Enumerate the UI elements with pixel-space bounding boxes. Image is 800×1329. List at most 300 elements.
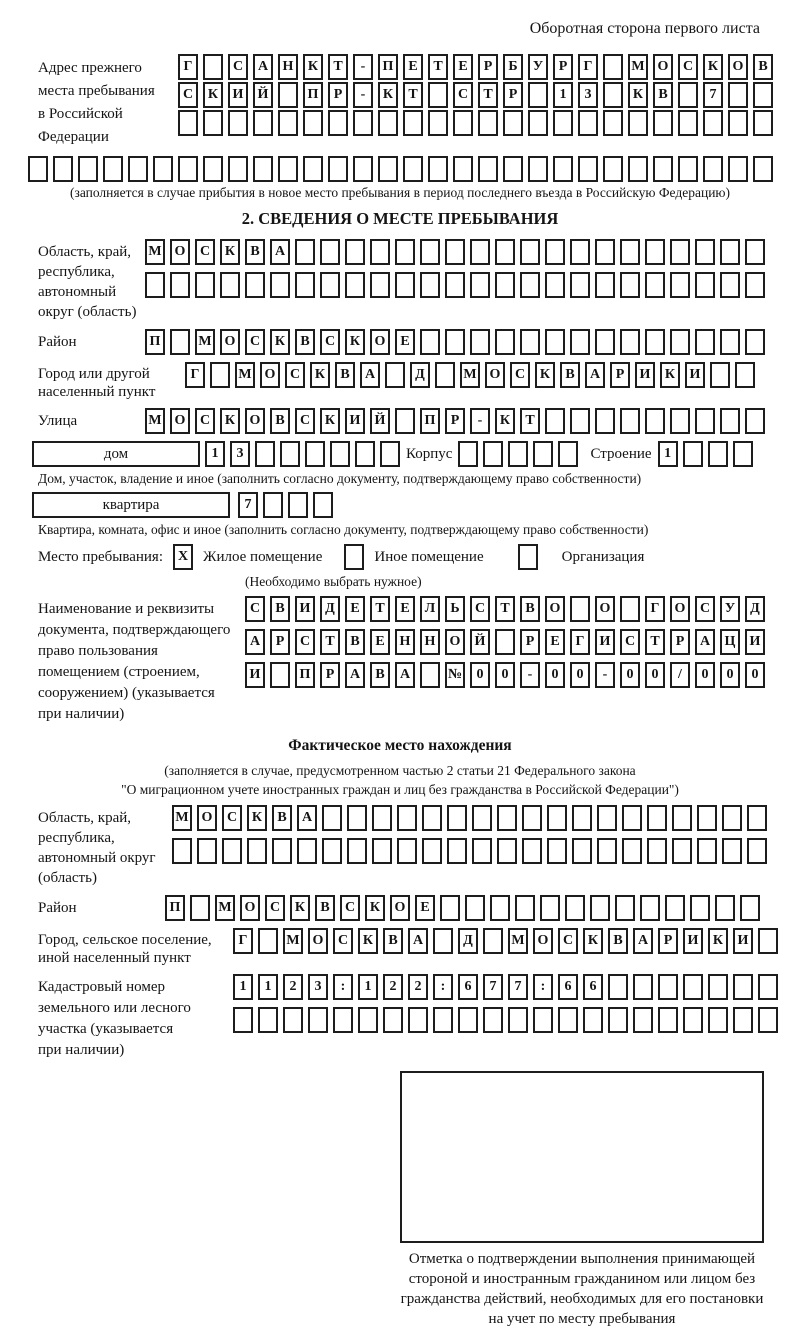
char-cell: Р — [328, 82, 348, 108]
char-cell: 1 — [658, 441, 678, 467]
char-cell — [733, 441, 753, 467]
char-cell — [228, 156, 248, 182]
char-cell — [722, 838, 742, 864]
char-cell: С — [228, 54, 248, 80]
char-cell: О — [545, 596, 565, 622]
char-cell — [547, 838, 567, 864]
char-cell: 0 — [645, 662, 665, 688]
char-cell — [622, 805, 642, 831]
char-cell — [645, 239, 665, 265]
char-cell — [440, 895, 460, 921]
text-line: иной населенный пункт — [38, 950, 191, 966]
char-row-actual-city — [233, 928, 778, 954]
text-line: Адрес прежнего — [38, 60, 142, 76]
char-cell: 3 — [578, 82, 598, 108]
char-cell: К — [358, 928, 378, 954]
char-cell — [295, 239, 315, 265]
char-cell: 0 — [620, 662, 640, 688]
char-cell — [178, 156, 198, 182]
char-cell — [272, 838, 292, 864]
char-cell — [253, 156, 273, 182]
char-cell: 7 — [483, 974, 503, 1000]
char-cell — [478, 156, 498, 182]
char-row-actual-region-1 — [172, 805, 767, 831]
char-cell — [508, 1007, 528, 1033]
house-note: Дом, участок, владение и иное (заполнить согласно документу, подтверждающему право собственности) — [38, 471, 642, 486]
char-cell: П — [145, 329, 165, 355]
char-cell — [508, 441, 528, 467]
char-cell: Р — [670, 629, 690, 655]
char-cell — [735, 362, 755, 388]
char-cell: О — [260, 362, 280, 388]
text-line: Федерации — [38, 129, 109, 145]
char-cell: 6 — [558, 974, 578, 1000]
text-line: Город, сельское поселение, — [38, 932, 212, 948]
char-cell — [453, 110, 473, 136]
char-cell — [28, 156, 48, 182]
char-cell — [295, 272, 315, 298]
char-cell — [597, 838, 617, 864]
char-cell: С — [470, 596, 490, 622]
char-cell — [595, 408, 615, 434]
char-cell — [172, 838, 192, 864]
char-cell: А — [695, 629, 715, 655]
char-cell: Е — [415, 895, 435, 921]
char-cell — [497, 838, 517, 864]
char-cell: В — [335, 362, 355, 388]
char-cell — [697, 805, 717, 831]
char-cell: С — [245, 329, 265, 355]
char-cell — [53, 156, 73, 182]
char-cell: М — [235, 362, 255, 388]
prev-address-rows — [178, 54, 773, 138]
char-cell — [153, 156, 173, 182]
char-cell — [347, 838, 367, 864]
text-line: Область, край, — [38, 810, 132, 826]
char-cell: В — [345, 629, 365, 655]
char-cell: Г — [185, 362, 205, 388]
char-cell: О — [653, 54, 673, 80]
s2-flat-row — [32, 492, 800, 518]
text-line: участка (указывается — [38, 1021, 174, 1037]
prev-address-label — [38, 54, 178, 149]
char-cell — [758, 928, 778, 954]
char-cell — [483, 928, 503, 954]
char-cell — [697, 838, 717, 864]
char-cell: 1 — [205, 441, 225, 467]
char-cell — [420, 329, 440, 355]
char-cell — [253, 110, 273, 136]
char-cell — [228, 110, 248, 136]
text-line: Кадастровый номер — [38, 979, 165, 995]
char-cell: В — [383, 928, 403, 954]
char-cell — [345, 239, 365, 265]
s2-region-block — [38, 239, 800, 322]
char-cell: Т — [403, 82, 423, 108]
char-cell — [628, 156, 648, 182]
char-cell — [328, 156, 348, 182]
char-cell: О — [595, 596, 615, 622]
char-cell: К — [320, 408, 340, 434]
char-cell — [670, 329, 690, 355]
char-cell — [547, 805, 567, 831]
char-cell: В — [270, 596, 290, 622]
char-cell: О — [485, 362, 505, 388]
char-cell — [303, 110, 323, 136]
char-cell: О — [308, 928, 328, 954]
char-cell: П — [378, 54, 398, 80]
checkbox-residential: X — [173, 544, 193, 570]
char-cell: К — [708, 928, 728, 954]
char-cell: В — [608, 928, 628, 954]
char-cell — [715, 895, 735, 921]
char-cell — [308, 1007, 328, 1033]
text-line: при наличии) — [38, 1042, 125, 1058]
char-cell — [322, 805, 342, 831]
char-cell: Д — [745, 596, 765, 622]
char-cell: М — [195, 329, 215, 355]
char-cell — [447, 838, 467, 864]
char-cell: 0 — [570, 662, 590, 688]
char-cell: М — [508, 928, 528, 954]
apartment-label-box: квартира — [32, 492, 230, 518]
char-cell — [345, 272, 365, 298]
char-cell — [403, 110, 423, 136]
char-cell: Д — [320, 596, 340, 622]
char-row-actual-region-2 — [172, 838, 767, 864]
cadastre-rows — [233, 974, 778, 1040]
char-cell — [645, 408, 665, 434]
actual-region-block — [38, 805, 800, 888]
char-cell: О — [170, 408, 190, 434]
char-cell — [553, 110, 573, 136]
char-cell — [103, 156, 123, 182]
text-line: (область) — [38, 870, 97, 886]
char-cell — [283, 1007, 303, 1033]
char-cell: Й — [470, 629, 490, 655]
char-cell — [645, 272, 665, 298]
char-cell — [670, 272, 690, 298]
text-line: Наименование и реквизиты — [38, 601, 215, 617]
text-line: населенный пункт — [38, 384, 156, 400]
char-cell: Е — [345, 596, 365, 622]
char-cell — [672, 838, 692, 864]
char-cell — [758, 1007, 778, 1033]
char-cell — [447, 805, 467, 831]
char-cell — [372, 805, 392, 831]
char-cell: И — [733, 928, 753, 954]
checkbox-organization — [518, 544, 538, 570]
char-cell — [495, 272, 515, 298]
s2-city-block — [38, 362, 800, 401]
char-cell — [753, 110, 773, 136]
char-cell — [428, 82, 448, 108]
korpus-label: Корпус — [406, 446, 453, 462]
char-cell: Р — [445, 408, 465, 434]
char-cell — [633, 974, 653, 1000]
char-cell — [695, 329, 715, 355]
char-cell — [503, 156, 523, 182]
char-cell — [458, 441, 478, 467]
char-cell — [495, 329, 515, 355]
char-cell — [678, 156, 698, 182]
char-cell — [615, 895, 635, 921]
char-cell: И — [295, 596, 315, 622]
char-cell: В — [753, 54, 773, 80]
text-line: Город или другой — [38, 366, 150, 382]
char-cell: 0 — [495, 662, 515, 688]
char-cell: К — [303, 54, 323, 80]
char-cell — [445, 272, 465, 298]
s2-doc-label — [38, 596, 245, 725]
char-cell — [753, 156, 773, 182]
char-cell: / — [670, 662, 690, 688]
char-cell: К — [203, 82, 223, 108]
text-line: в Российской — [38, 106, 123, 122]
char-cell — [255, 441, 275, 467]
char-cell — [528, 82, 548, 108]
char-cell — [645, 329, 665, 355]
char-cell: К — [660, 362, 680, 388]
char-cell — [395, 239, 415, 265]
char-cell: Й — [370, 408, 390, 434]
char-cell — [203, 156, 223, 182]
char-cell: С — [678, 54, 698, 80]
char-cell: - — [353, 82, 373, 108]
char-cell — [483, 1007, 503, 1033]
char-cell — [740, 895, 760, 921]
char-cell: 3 — [230, 441, 250, 467]
actual-location-note — [0, 761, 800, 799]
checkbox-other-premises — [344, 544, 364, 570]
char-cell — [745, 239, 765, 265]
char-cell — [520, 272, 540, 298]
char-cell: - — [353, 54, 373, 80]
char-cell — [78, 156, 98, 182]
char-cell: И — [685, 362, 705, 388]
char-cell: Т — [428, 54, 448, 80]
prev-address-note: (заполняется в случае прибытия в новое место пребывания в период последнего въезда в Российскую Федерацию) — [69, 185, 731, 200]
char-cell: О — [220, 329, 240, 355]
char-cell: С — [295, 408, 315, 434]
char-cell — [733, 1007, 753, 1033]
char-cell: - — [470, 408, 490, 434]
char-cell: А — [633, 928, 653, 954]
char-cell: А — [395, 662, 415, 688]
char-cell: М — [628, 54, 648, 80]
char-cell: Л — [420, 596, 440, 622]
char-cell — [722, 805, 742, 831]
char-cell — [528, 110, 548, 136]
text-line: (заполняется в случае, предусмотренном частью 2 статьи 21 Федерального закона — [164, 763, 636, 778]
char-cell — [515, 895, 535, 921]
char-row-doc-3 — [245, 662, 765, 688]
text-line: помещением (строением, — [38, 664, 200, 680]
text-line: округ (область) — [38, 304, 137, 320]
char-cell — [570, 408, 590, 434]
char-cell — [683, 441, 703, 467]
char-cell: С — [340, 895, 360, 921]
char-cell: В — [270, 408, 290, 434]
char-cell — [270, 272, 290, 298]
s2-city-label — [38, 362, 185, 401]
char-cell — [758, 974, 778, 1000]
char-row-flat — [238, 492, 333, 518]
char-cell — [303, 156, 323, 182]
char-cell — [565, 895, 585, 921]
char-cell: 6 — [458, 974, 478, 1000]
char-cell: О — [533, 928, 553, 954]
char-cell: И — [228, 82, 248, 108]
text-line: гражданства действий, необходимых для его постановки — [400, 1291, 764, 1307]
char-cell: Ц — [720, 629, 740, 655]
char-cell: Р — [503, 82, 523, 108]
char-cell — [280, 441, 300, 467]
char-cell: С — [695, 596, 715, 622]
char-cell — [170, 329, 190, 355]
char-cell — [190, 895, 210, 921]
stay-option-organization-label: Организация — [561, 548, 645, 565]
char-cell — [333, 1007, 353, 1033]
section2-title: 2. СВЕДЕНИЯ О МЕСТЕ ПРЕБЫВАНИЯ — [241, 209, 559, 228]
char-row-cadastre-2 — [233, 1007, 778, 1033]
char-cell — [378, 156, 398, 182]
char-cell — [720, 329, 740, 355]
char-cell: А — [297, 805, 317, 831]
char-cell: О — [445, 629, 465, 655]
char-cell: К — [703, 54, 723, 80]
char-cell — [503, 110, 523, 136]
char-cell — [608, 974, 628, 1000]
char-cell — [695, 408, 715, 434]
char-cell — [745, 408, 765, 434]
char-cell — [445, 329, 465, 355]
char-cell — [203, 54, 223, 80]
char-cell — [570, 239, 590, 265]
char-cell — [472, 838, 492, 864]
actual-district-block — [38, 895, 800, 921]
char-cell — [690, 895, 710, 921]
stamp-caption — [396, 1249, 768, 1329]
char-cell: К — [345, 329, 365, 355]
char-cell: 1 — [258, 974, 278, 1000]
char-cell: 0 — [470, 662, 490, 688]
char-cell: Г — [178, 54, 198, 80]
char-cell — [395, 408, 415, 434]
char-cell: Р — [658, 928, 678, 954]
char-cell — [347, 805, 367, 831]
char-cell — [408, 1007, 428, 1033]
char-cell: 0 — [745, 662, 765, 688]
char-cell: У — [720, 596, 740, 622]
char-cell — [395, 272, 415, 298]
char-cell: О — [170, 239, 190, 265]
char-cell: 1 — [233, 974, 253, 1000]
char-cell — [578, 156, 598, 182]
text-line: республика, — [38, 830, 115, 846]
char-cell — [380, 441, 400, 467]
char-cell — [595, 329, 615, 355]
char-cell — [558, 441, 578, 467]
char-cell — [428, 156, 448, 182]
char-cell: О — [197, 805, 217, 831]
char-cell — [678, 110, 698, 136]
char-cell — [728, 156, 748, 182]
char-cell — [178, 110, 198, 136]
char-cell: : — [533, 974, 553, 1000]
char-cell — [695, 272, 715, 298]
char-cell: У — [528, 54, 548, 80]
char-cell — [603, 82, 623, 108]
char-cell — [288, 492, 308, 518]
char-cell: 2 — [283, 974, 303, 1000]
text-line: документа, подтверждающего — [38, 622, 231, 638]
s2-district-label: Район — [38, 334, 77, 350]
char-cell: П — [420, 408, 440, 434]
char-cell — [620, 596, 640, 622]
char-cell: В — [315, 895, 335, 921]
char-row-s2-street — [145, 408, 765, 434]
stroenie-label: Строение — [590, 446, 652, 462]
char-row-house — [205, 441, 400, 467]
text-line: автономный — [38, 284, 117, 300]
char-row-prev-2 — [178, 82, 773, 108]
char-cell: Е — [370, 629, 390, 655]
s2-doc-block — [38, 596, 800, 725]
char-cell: В — [560, 362, 580, 388]
char-cell: : — [433, 974, 453, 1000]
char-cell: С — [620, 629, 640, 655]
char-cell: 0 — [545, 662, 565, 688]
stamp-box — [400, 1071, 764, 1243]
char-cell — [353, 156, 373, 182]
char-cell: П — [303, 82, 323, 108]
char-cell — [603, 54, 623, 80]
char-cell — [470, 329, 490, 355]
char-cell: 7 — [238, 492, 258, 518]
char-cell — [520, 239, 540, 265]
char-cell — [203, 110, 223, 136]
char-cell — [458, 1007, 478, 1033]
char-cell — [622, 838, 642, 864]
char-cell: Е — [545, 629, 565, 655]
char-cell: И — [745, 629, 765, 655]
char-cell — [703, 110, 723, 136]
char-cell — [720, 272, 740, 298]
char-cell — [210, 362, 230, 388]
char-cell — [320, 239, 340, 265]
char-cell — [422, 805, 442, 831]
char-cell — [540, 895, 560, 921]
char-cell — [558, 1007, 578, 1033]
char-cell — [358, 1007, 378, 1033]
char-cell — [733, 974, 753, 1000]
char-cell: Т — [478, 82, 498, 108]
char-cell — [278, 110, 298, 136]
char-cell: К — [247, 805, 267, 831]
char-cell — [745, 329, 765, 355]
cadastre-label — [38, 974, 233, 1061]
char-cell — [465, 895, 485, 921]
char-cell: 0 — [720, 662, 740, 688]
char-cell — [683, 1007, 703, 1033]
char-row-prev-3 — [178, 110, 773, 136]
char-cell — [263, 492, 283, 518]
actual-district-label: Район — [38, 900, 77, 916]
s2-house-row — [32, 441, 800, 467]
char-cell — [545, 272, 565, 298]
char-cell — [372, 838, 392, 864]
